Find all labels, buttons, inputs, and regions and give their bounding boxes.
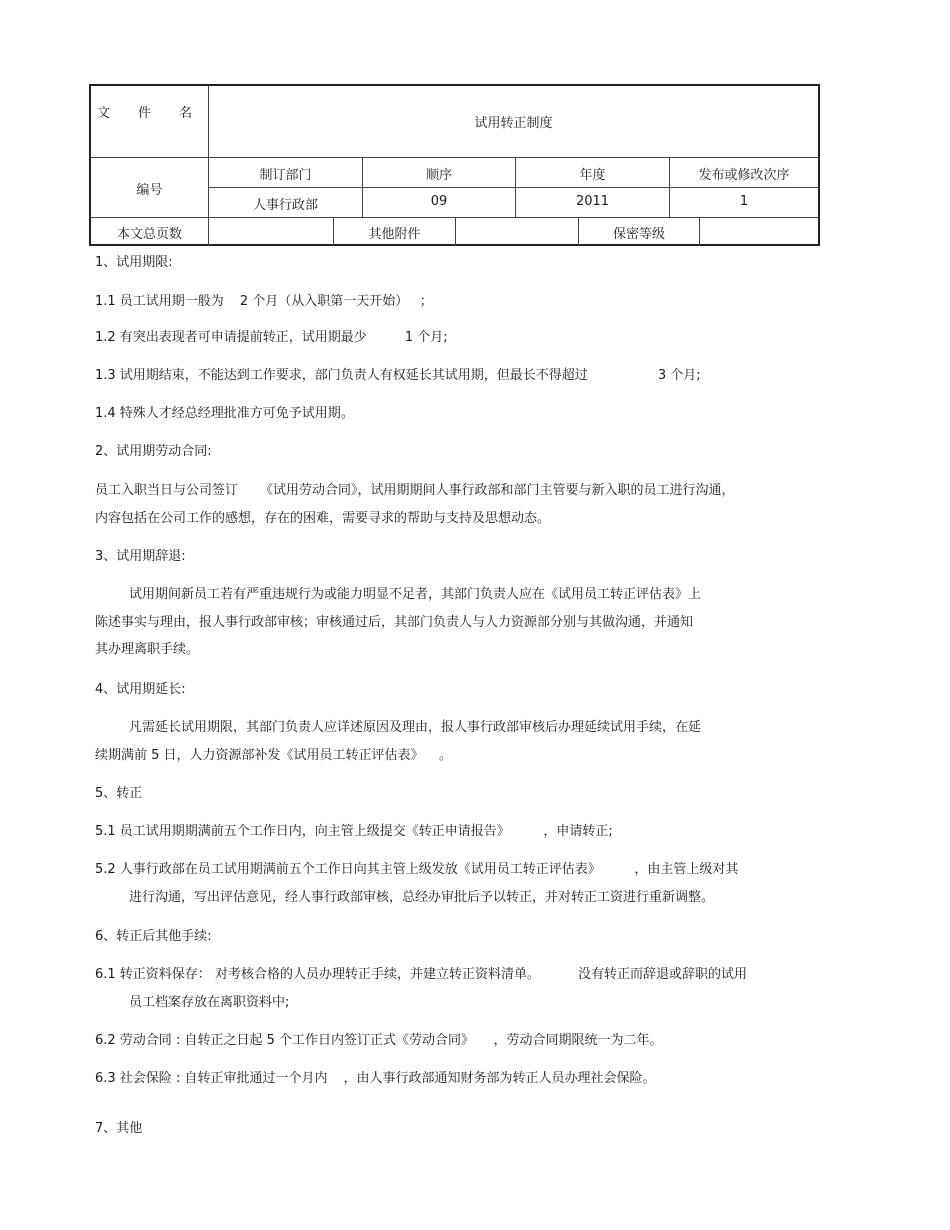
clause-5-2 [95,858,738,877]
secrecy-label: 保密等级 [612,227,665,242]
section-title: 7、其他 [95,1121,143,1136]
clause-6-3 [95,1067,655,1086]
year-value: 2011 [575,194,610,209]
clause-text: 6.3 社会保险 : 自转正审批通过一个月内 [95,1071,328,1086]
clause-6-1-cont: 员工档案存放在离职资料中; [129,995,290,1010]
divider [91,157,818,158]
number-label: 编号 [136,183,163,198]
col-dept-label: 制订部门 [259,168,312,183]
clause-text: ，申请转正; [543,824,613,839]
divider [699,217,700,246]
paragraph-text: 续期满前 5 日，人力资源部补发《试用员工转正评估表》 [95,748,418,763]
clause-text: 没有转正而辞退或辞职的试用 [577,967,747,982]
paragraph-text: 《试用劳动合同》，试用期期间人事行政部和部门主管要与新入职的员工进行沟通， [260,483,735,498]
clause-text: ； [419,294,433,309]
total-pages-label: 本文总页数 [116,227,182,242]
divider [208,187,818,188]
paragraph-line: 试用期间新员工若有严重违规行为或能力明显不足者，其部门负责人应在《试用员工转正评估表》上 [129,587,702,602]
clause-1-4: 1.4 特殊人才经总经理批准方可免予试用期。 [95,406,354,421]
clause-1-2 [95,326,448,345]
clause-1-3 [95,364,701,383]
clause-text: 5.1 员工试用期期满前五个工作日内，向主管上级提交《转正申请报告》 [95,824,504,839]
section-title: 3、试用期辞退: [95,549,186,564]
paragraph-line [95,744,452,763]
clause-6-2 [95,1029,663,1048]
attachments-label: 其他附件 [368,227,421,242]
section-title: 6、转正后其他手续: [95,929,212,944]
rev-value: 1 [739,194,749,209]
clause-text: ，劳动合同期限统一为二年。 [493,1033,663,1048]
paragraph-line: 其办理离职手续。 [95,642,200,657]
section-title: 5、转正 [95,786,143,801]
doc-title: 试用转正制度 [474,116,553,131]
clause-text: 1.3 试用期结束，不能达到工作要求，部门负责人有权延长其试用期，但最长不得超过 [95,368,588,383]
clause-text: ，由主管上级对其 [634,862,739,877]
divider [208,217,209,246]
clause-text: 1 个月; [404,330,448,345]
divider [455,217,456,246]
clause-text: 3 个月; [657,368,701,383]
section-title: 1、试用期限: [95,255,173,270]
clause-6-1 [95,963,747,982]
clause-text: 6.1 转正资料保存： 对考核合格的人员办理转正手续，并建立转正资料清单。 [95,967,540,982]
paragraph-line: 内容包括在公司工作的感想，存在的困难，需要寻求的帮助与支持及思想动态。 [95,511,551,526]
clause-text: 2 个月（从入职第一天开始） [239,294,402,309]
paragraph-line [95,479,735,498]
document-header-table [89,84,820,246]
doc-name-label: 文件名 [97,106,221,121]
section-title: 2、试用期劳动合同: [95,444,212,459]
col-seq-label: 顺序 [425,168,452,183]
paragraph-line: 凡需延长试用期限，其部门负责人应详述原因及理由，报人事行政部审核后办理延续试用手续，在延 [129,720,702,735]
clause-1-1 [95,290,433,309]
clause-text: ，由人事行政部通知财务部为转正人员办理社会保险。 [343,1071,656,1086]
clause-5-1 [95,820,613,839]
clause-text: 1.2 有突出表现者可申请提前转正，试用期最少 [95,330,367,345]
clause-5-2-cont: 进行沟通，写出评估意见，经人事行政部审核，总经办审批后予以转正，并对转正工资进行重新调整。 [129,890,715,905]
clause-text: 1.1 员工试用期一般为 [95,294,224,309]
col-year-label: 年度 [579,168,606,183]
paragraph-text: 。 [439,748,453,763]
paragraph-line: 陈述事实与理由，报人事行政部审核；审核通过后，其部门负责人与人力资源部分别与其做沟通，并通知 [95,615,694,630]
dept-value: 人事行政部 [252,198,318,213]
clause-text: 5.2 人事行政部在员工试用期满前五个工作日向其主管上级发放《试用员工转正评估表》 [95,862,595,877]
paragraph-text: 员工入职当日与公司签订 [95,483,239,498]
clause-text: 6.2 劳动合同 : 自转正之日起 5 个工作日内签订正式《劳动合同》 [95,1033,468,1048]
section-title: 4、试用期延长: [95,682,186,697]
seq-value: 09 [430,194,448,209]
col-rev-label: 发布或修改次序 [698,168,790,183]
